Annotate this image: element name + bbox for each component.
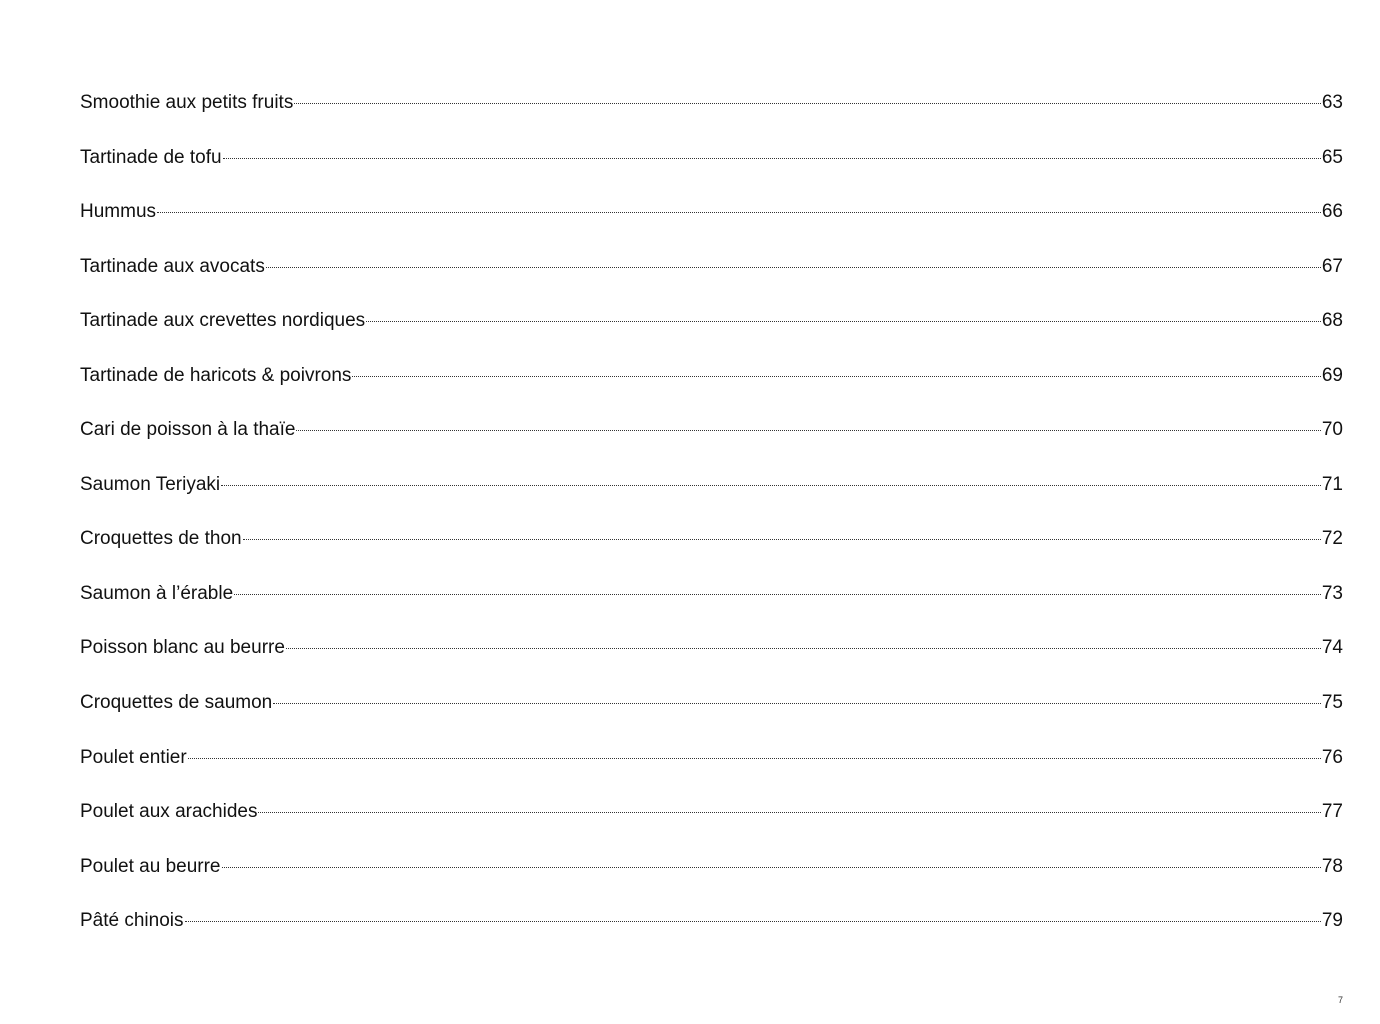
toc-entry[interactable] xyxy=(80,198,1343,253)
toc-entry-title: Hummus xyxy=(80,201,157,223)
toc-entry-title: Saumon à l’érable xyxy=(80,582,234,604)
toc-entry[interactable] xyxy=(80,853,1343,908)
toc-entry-title: Poulet entier xyxy=(80,746,187,768)
toc-entry-title: Poisson blanc au beurre xyxy=(80,637,285,659)
dot-leader xyxy=(223,158,1321,159)
toc-entry-title: Smoothie aux petits fruits xyxy=(80,92,294,113)
toc-entry-page: 67 xyxy=(1321,255,1343,277)
dot-leader xyxy=(366,321,1321,322)
toc-entry-title: Cari de poisson à la thaïe xyxy=(80,419,296,441)
dot-leader xyxy=(266,267,1321,268)
page-number: 7 xyxy=(1337,995,1343,1005)
toc-entry-page: 77 xyxy=(1321,801,1343,823)
dot-leader xyxy=(222,867,1321,868)
toc-entry-page: 66 xyxy=(1321,201,1343,223)
dot-leader xyxy=(258,812,1320,813)
toc-entry[interactable] xyxy=(80,580,1343,635)
toc-entry[interactable] xyxy=(80,416,1343,471)
toc-entry[interactable] xyxy=(80,744,1343,799)
dot-leader xyxy=(243,539,1321,540)
toc-entry-page: 79 xyxy=(1321,910,1343,932)
dot-leader xyxy=(221,485,1321,486)
toc-entry[interactable] xyxy=(80,253,1343,308)
toc-entry[interactable] xyxy=(80,798,1343,853)
toc-entry-page: 78 xyxy=(1321,855,1343,877)
toc-entry-page: 65 xyxy=(1321,146,1343,168)
toc-entry[interactable] xyxy=(80,362,1343,417)
toc-entry[interactable] xyxy=(80,525,1343,580)
toc-entry-page: 68 xyxy=(1321,310,1343,332)
toc-entry[interactable] xyxy=(80,89,1343,144)
dot-leader xyxy=(273,703,1321,704)
toc-entry[interactable] xyxy=(80,471,1343,526)
toc-entry-page: 74 xyxy=(1321,637,1343,659)
toc-entry-title: Tartinade aux crevettes nordiques xyxy=(80,310,366,332)
toc-entry-title: Croquettes de thon xyxy=(80,528,242,550)
toc-entry[interactable] xyxy=(80,144,1343,199)
toc-entry-page: 76 xyxy=(1321,746,1343,768)
dot-leader xyxy=(352,376,1320,377)
toc-entry[interactable] xyxy=(80,634,1343,689)
toc-entry-page: 72 xyxy=(1321,528,1343,550)
dot-leader xyxy=(286,648,1321,649)
dot-leader xyxy=(188,758,1321,759)
toc-entry-page: 75 xyxy=(1321,692,1343,714)
dot-leader xyxy=(185,921,1321,922)
toc-entry-title: Saumon Teriyaki xyxy=(80,473,221,495)
toc-entry[interactable] xyxy=(80,307,1343,362)
table-of-contents xyxy=(80,89,1343,962)
toc-entry-page: 73 xyxy=(1321,582,1343,604)
toc-entry-title: Tartinade de haricots & poivrons xyxy=(80,364,352,386)
dot-leader xyxy=(296,430,1320,431)
toc-entry-title: Tartinade aux avocats xyxy=(80,255,265,277)
toc-entry-page: 70 xyxy=(1321,419,1343,441)
toc-entry-page: 71 xyxy=(1321,473,1343,495)
dot-leader xyxy=(294,103,1321,104)
toc-entry-page: 63 xyxy=(1321,92,1343,113)
toc-entry-page: 69 xyxy=(1321,364,1343,386)
toc-entry-title: Pâté chinois xyxy=(80,910,184,932)
toc-entry-title: Poulet aux arachides xyxy=(80,801,258,823)
dot-leader xyxy=(234,594,1321,595)
dot-leader xyxy=(157,212,1321,213)
toc-entry[interactable] xyxy=(80,689,1343,744)
toc-entry[interactable] xyxy=(80,907,1343,962)
toc-entry-title: Croquettes de saumon xyxy=(80,692,273,714)
toc-entry-title: Tartinade de tofu xyxy=(80,146,222,168)
toc-entry-title: Poulet au beurre xyxy=(80,855,221,877)
